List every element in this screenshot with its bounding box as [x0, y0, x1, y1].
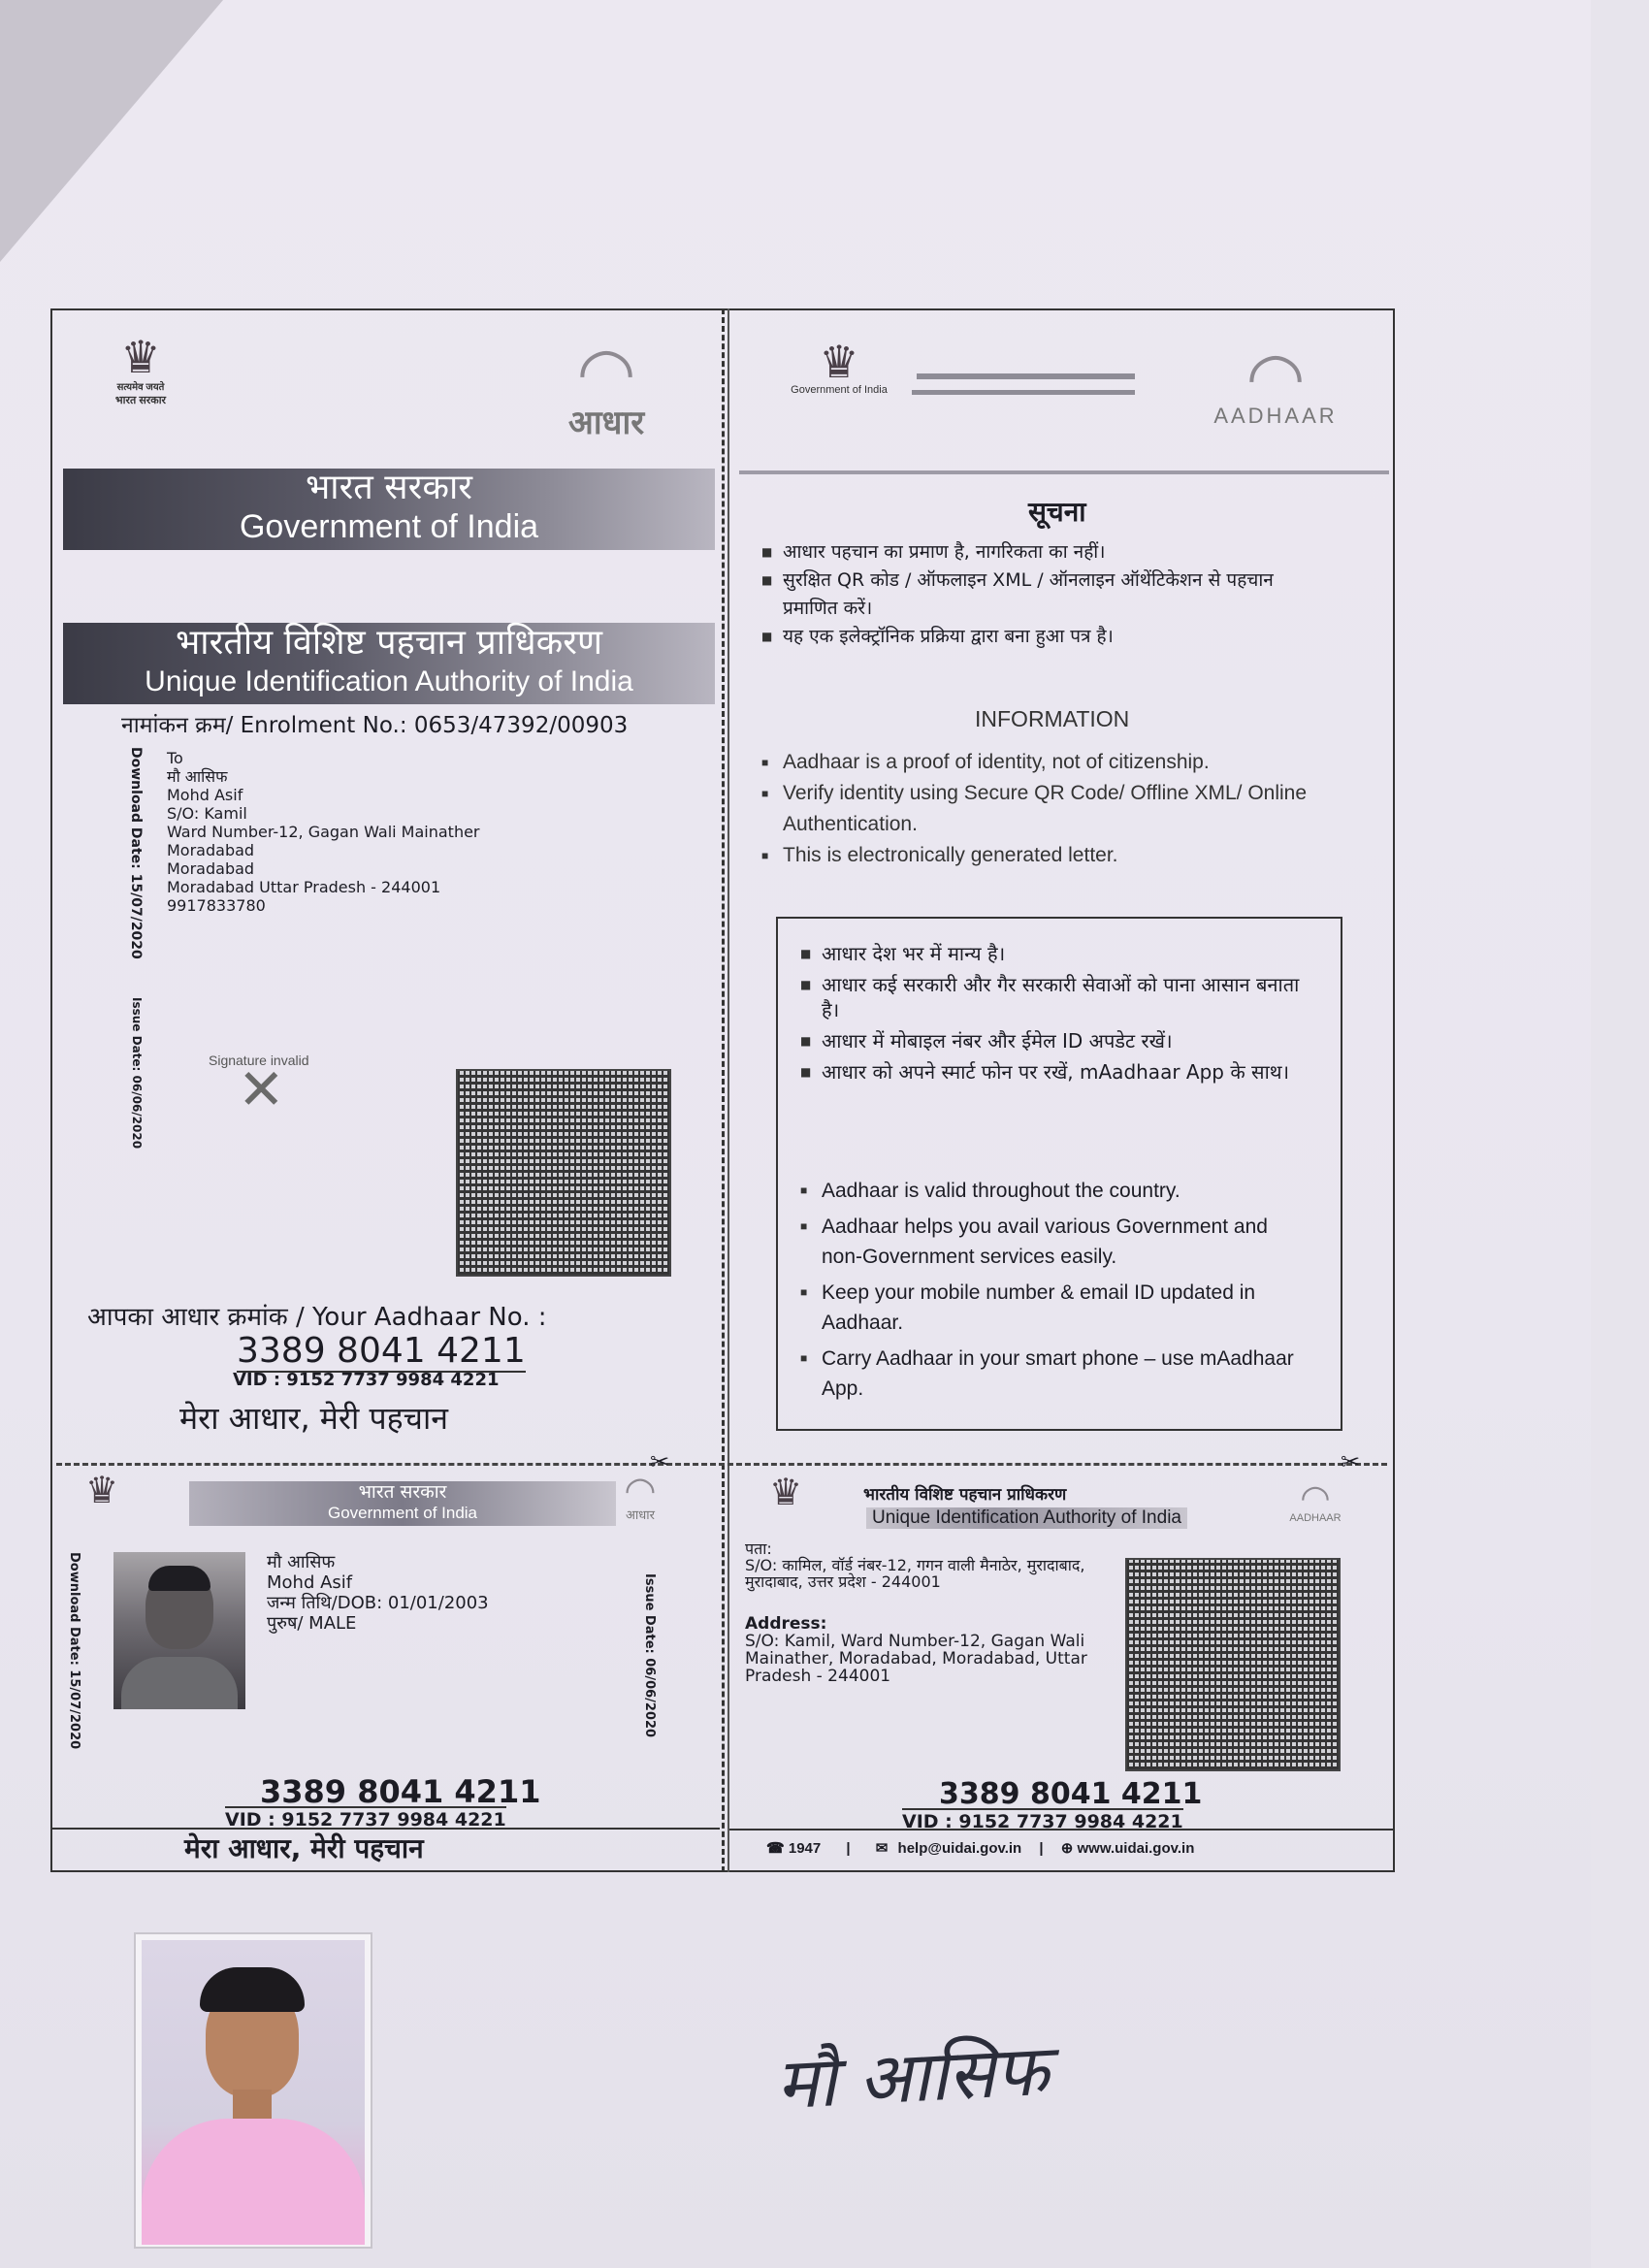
list-item: ■ आधार पहचान का प्रमाण है, नागरिकता का नहीं। — [761, 538, 1334, 567]
download-date-vertical: Download Date: 15/07/2020 — [128, 747, 144, 959]
card-photo — [113, 1552, 245, 1709]
scissors-icon: ✂ — [650, 1449, 670, 1475]
list-item: ■ Carry Aadhaar in your smart phone – use mAadhaar App. — [800, 1344, 1305, 1404]
website: www.uidai.gov.in — [1077, 1840, 1195, 1857]
aadhaar-logo-icon-right: ◠ AADHAAR — [1213, 339, 1338, 428]
recipient-address — [167, 749, 555, 915]
invalid-cross-icon: ✕ — [238, 1058, 285, 1121]
horizontal-cut-line — [56, 1463, 1387, 1466]
aadhaar-number-label: आपका आधार क्रमांक / Your Aadhaar No. : — [87, 1303, 547, 1332]
box-hindi-list — [800, 941, 1305, 1090]
national-emblem-icon: ♛ सत्यमेव जयते भारत सरकार — [114, 332, 167, 406]
list-item: ■ Keep your mobile number & email ID updated in Aadhaar. — [800, 1278, 1305, 1338]
aadhaar-logo-icon: ◠ आधार — [567, 334, 645, 442]
help-email: help@uidai.gov.in — [897, 1840, 1022, 1857]
holder-gender: पुरुष/ MALE — [267, 1613, 357, 1634]
tagline: मेरा आधार, मेरी पहचान — [179, 1400, 449, 1437]
government-band: भारत सरकार Government of India — [63, 469, 715, 550]
information-title: INFORMATION — [975, 706, 1130, 731]
list-item: 9917833780 — [167, 896, 266, 915]
card-back-aadhaar-logo-icon: ◠ AADHAAR — [1289, 1477, 1342, 1524]
list-item: Moradabad — [167, 841, 255, 859]
holder-name-hindi: मौ आसिफ — [267, 1552, 336, 1572]
card-back-emblem-icon: ♛ — [768, 1473, 803, 1513]
list-item: ■ Verify identity using Secure QR Code/ Offline XML/ Online Authentication. — [761, 778, 1363, 840]
email-icon: ✉ — [875, 1840, 889, 1857]
card-back-header-english: Unique Identification Authority of India — [866, 1507, 1187, 1529]
card-header-band: भारत सरकार Government of India — [189, 1481, 616, 1526]
box-english-list — [800, 1176, 1305, 1409]
list-item: Ward Number-12, Gagan Wali Mainather — [167, 823, 480, 841]
list-item: ■ आधार को अपने स्मार्ट फोन पर रखें, mAadhaar App के साथ। — [800, 1059, 1305, 1085]
card-back-header-hindi: भारतीय विशिष्ट पहचान प्राधिकरण — [863, 1485, 1067, 1505]
list-item: ■ सुरक्षित QR कोड / ऑफलाइन XML / ऑनलाइन ऑथेंटिकेशन से पहचान प्रमाणित करें। — [761, 567, 1334, 623]
vertical-cut-line — [722, 308, 725, 1872]
card-back-hindi-address: पता: S/O: कामिल, वॉर्ड नंबर-12, गगन वाली मैनाठेर, मुरादाबाद, मुरादाबाद, उत्तर प्रदेश - 244001 — [745, 1539, 1085, 1591]
qr-code — [456, 1069, 671, 1277]
passport-photo — [134, 1932, 372, 2249]
contact-footer: ☎ 1947 | ✉ help@uidai.gov.in | ⊕ www.uidai.gov.in — [766, 1840, 1195, 1857]
list-item: To — [167, 749, 183, 767]
card-aadhaar-logo-icon: ◠ आधार — [624, 1471, 657, 1523]
list-item: ■ This is electronically generated letter. — [761, 840, 1363, 871]
enrolment-number: नामांकन क्रम/ Enrolment No.: 0653/47392/00903 — [121, 713, 629, 738]
card-back-vid-number: VID : 9152 7737 9984 4221 — [902, 1808, 1183, 1832]
national-emblem-icon-right: ♛ Government of India — [791, 337, 888, 396]
card-emblem-icon: ♛ — [84, 1471, 119, 1511]
holder-name: Mohd Asif — [267, 1572, 353, 1593]
card-holder-details — [267, 1552, 616, 1634]
handwritten-signature: मौ आसिफ — [774, 2028, 1051, 2125]
list-item: ■ Aadhaar is a proof of identity, not of citizenship. — [761, 747, 1363, 778]
phone-icon: ☎ — [766, 1840, 785, 1857]
list-item: ■ Aadhaar helps you avail various Government and non-Government services easily. — [800, 1212, 1305, 1272]
card-back-qr-code — [1125, 1558, 1341, 1771]
card-back-footer-divider — [729, 1829, 1395, 1831]
header-bar — [917, 373, 1135, 379]
card-vid-number: VID : 9152 7737 9984 4221 — [225, 1806, 506, 1831]
card-aadhaar-number: 3389 8041 4211 — [260, 1773, 541, 1810]
header-bar — [912, 390, 1135, 395]
card-download-date: Download Date: 15/07/2020 — [67, 1552, 81, 1750]
list-item: ■ आधार देश भर में मान्य है। — [800, 941, 1305, 966]
vid-number: VID : 9152 7737 9984 4221 — [233, 1370, 500, 1390]
vertical-divider — [728, 308, 729, 1872]
issue-date-vertical: Issue Date: 06/06/2020 — [130, 997, 144, 1150]
hindi-notice-list — [761, 538, 1334, 651]
holder-dob: जन्म तिथि/DOB: 01/01/2003 — [267, 1593, 489, 1613]
card-back-english-address: Address: S/O: Kamil, Ward Number-12, Gagan Wali Mainather, Moradabad, Moradabad, Uttar Pradesh - 244001 — [745, 1614, 1087, 1686]
list-item: Moradabad — [167, 859, 255, 878]
scissors-icon: ✂ — [1341, 1449, 1361, 1475]
list-item: मौ आसिफ — [167, 767, 228, 786]
list-item: ■ आधार कई सरकारी और गैर सरकारी सेवाओं को पाना आसान बनाता है। — [800, 972, 1305, 1022]
aadhaar-number: 3389 8041 4211 — [237, 1331, 526, 1371]
uidai-band: भारतीय विशिष्ट पहचान प्राधिकरण Unique Identification Authority of India — [63, 623, 715, 704]
english-notice-list — [761, 747, 1363, 871]
card-tagline: मेरा आधार, मेरी पहचान — [184, 1832, 424, 1864]
folded-corner — [0, 0, 223, 262]
globe-icon: ⊕ — [1060, 1840, 1074, 1857]
helpline-number: 1947 — [788, 1840, 822, 1857]
card-issue-date: Issue Date: 06/06/2020 — [642, 1573, 657, 1738]
list-item: Moradabad Uttar Pradesh - 244001 — [167, 878, 441, 896]
list-item: ■ यह एक इलेक्ट्रॉनिक प्रक्रिया द्वारा बना हुआ पत्र है। — [761, 623, 1334, 651]
list-item: ■ आधार में मोबाइल नंबर और ईमेल ID अपडेट रखें। — [800, 1028, 1305, 1053]
header-divider — [739, 470, 1389, 474]
list-item: S/O: Kamil — [167, 804, 247, 823]
list-item: ■ Aadhaar is valid throughout the country. — [800, 1176, 1305, 1206]
suchna-title: सूचना — [1028, 496, 1086, 528]
signature-invalid-block: Signature invalid ✕ — [209, 1053, 309, 1121]
list-item: Mohd Asif — [167, 786, 243, 804]
card-back-aadhaar-number: 3389 8041 4211 — [939, 1777, 1203, 1811]
